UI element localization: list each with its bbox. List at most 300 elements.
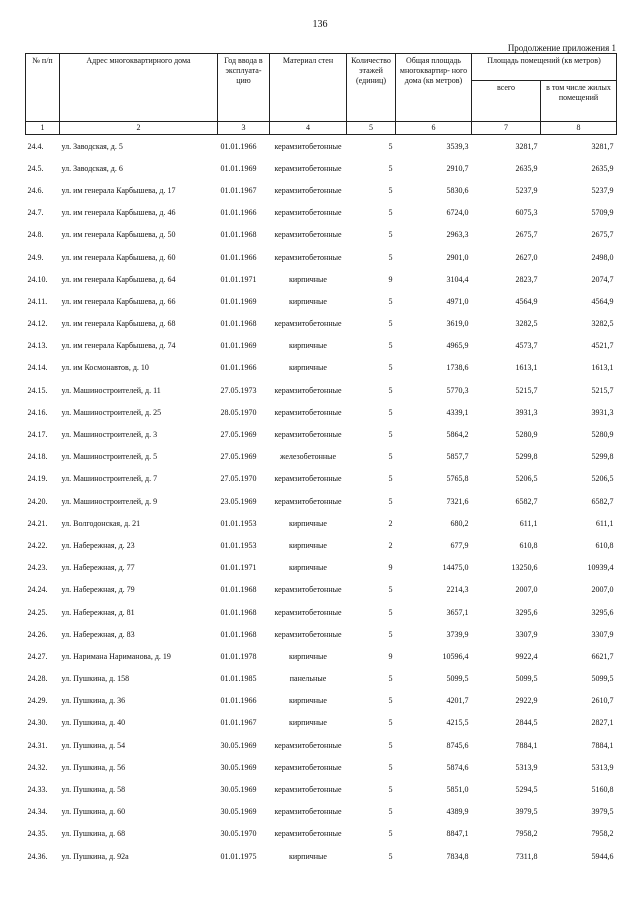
premises-total-cell: 1613,1 <box>515 363 538 373</box>
column-index-cell: 7 <box>472 122 541 135</box>
floors-cell: 5 <box>388 319 393 329</box>
table-row <box>26 357 617 379</box>
table-row <box>26 557 617 579</box>
wall-material-cell: керамзитобетонные <box>274 807 342 817</box>
floors-cell: 5 <box>388 363 393 373</box>
premises-total-cell: 7311,8 <box>515 851 538 861</box>
apartment-buildings-table <box>25 53 617 867</box>
year-built-cell: 30.05.1969 <box>220 807 257 817</box>
table-row <box>26 823 617 845</box>
year-built-cell: 27.05.1970 <box>220 474 257 484</box>
premises-residential-cell: 5313,9 <box>591 762 614 772</box>
total-area-cell: 3619,0 <box>446 319 469 329</box>
premises-total-cell: 610,8 <box>519 540 538 550</box>
premises-residential-cell: 6582,7 <box>591 496 614 506</box>
wall-material-cell: кирпичные <box>289 296 327 306</box>
row-number-cell: 24.26. <box>27 629 48 639</box>
premises-residential-cell: 4521,7 <box>591 341 614 351</box>
premises-residential-cell: 611,1 <box>595 518 614 528</box>
table-row <box>26 335 617 357</box>
row-number-cell: 24.4. <box>27 141 44 151</box>
premises-total-cell: 4564,9 <box>515 296 538 306</box>
row-number-cell: 24.34. <box>27 807 48 817</box>
year-built-cell: 01.01.1975 <box>220 851 257 861</box>
premises-residential-cell: 2675,7 <box>591 230 614 240</box>
premises-total-cell: 2007,0 <box>515 585 538 595</box>
year-built-cell: 23.05.1969 <box>220 496 257 506</box>
year-built-cell: 01.01.1968 <box>220 629 257 639</box>
address-cell: ул. Набережная, д. 77 <box>61 563 135 573</box>
floors-cell: 5 <box>388 474 393 484</box>
row-number-cell: 24.29. <box>27 696 48 706</box>
row-number-cell: 24.22. <box>27 540 48 550</box>
year-built-cell: 01.01.1971 <box>220 274 257 284</box>
wall-material-cell: керамзитобетонные <box>274 474 342 484</box>
address-cell: ул. Заводская, д. 6 <box>61 163 123 173</box>
premises-total-cell: 3281,7 <box>515 141 538 151</box>
premises-total-cell: 5280,9 <box>515 430 538 440</box>
floors-cell: 5 <box>388 407 393 417</box>
row-number-cell: 24.9. <box>27 252 44 262</box>
wall-material-cell: керамзитобетонные <box>274 208 342 218</box>
wall-material-cell: керамзитобетонные <box>274 607 342 617</box>
address-cell: ул. им генерала Карбышева, д. 50 <box>61 230 176 240</box>
premises-residential-cell: 5099,5 <box>591 674 614 684</box>
premises-total-cell: 611,1 <box>519 518 538 528</box>
address-cell: ул. Наримана Нариманова, д. 19 <box>61 651 171 661</box>
floors-cell: 5 <box>388 430 393 440</box>
header-premises-total: всего <box>472 81 541 122</box>
total-area-cell: 3739,9 <box>446 629 469 639</box>
address-cell: ул. им Космонавтов, д. 10 <box>61 363 149 373</box>
total-area-cell: 5851,0 <box>446 785 469 795</box>
wall-material-cell: керамзитобетонные <box>274 163 342 173</box>
floors-cell: 9 <box>388 274 393 284</box>
premises-residential-cell: 2074,7 <box>591 274 614 284</box>
premises-total-cell: 5299,8 <box>515 452 538 462</box>
floors-cell: 5 <box>388 296 393 306</box>
premises-residential-cell: 2610,7 <box>591 696 614 706</box>
floors-cell: 5 <box>388 629 393 639</box>
premises-residential-cell: 2635,9 <box>591 163 614 173</box>
total-area-cell: 3104,4 <box>446 274 469 284</box>
row-number-cell: 24.31. <box>27 740 48 750</box>
wall-material-cell: керамзитобетонные <box>274 430 342 440</box>
year-built-cell: 30.05.1969 <box>220 762 257 772</box>
row-number-cell: 24.10. <box>27 274 48 284</box>
year-built-cell: 01.01.1967 <box>220 718 257 728</box>
premises-total-cell: 6075,3 <box>515 208 538 218</box>
total-area-cell: 4201,7 <box>446 696 469 706</box>
total-area-cell: 2901,0 <box>446 252 469 262</box>
table-row <box>26 468 617 490</box>
floors-cell: 5 <box>388 163 393 173</box>
year-built-cell: 01.01.1966 <box>220 141 257 151</box>
floors-cell: 5 <box>388 696 393 706</box>
table-row <box>26 179 617 201</box>
wall-material-cell: кирпичные <box>289 851 327 861</box>
wall-material-cell: керамзитобетонные <box>274 496 342 506</box>
premises-residential-cell: 2007,0 <box>591 585 614 595</box>
wall-material-cell: кирпичные <box>289 540 327 550</box>
row-number-cell: 24.27. <box>27 651 48 661</box>
year-built-cell: 01.01.1985 <box>220 674 257 684</box>
premises-total-cell: 2635,9 <box>515 163 538 173</box>
address-cell: ул. Пушкина, д. 54 <box>61 740 126 750</box>
year-built-cell: 28.05.1970 <box>220 407 257 417</box>
address-cell: ул. им генерала Карбышева, д. 68 <box>61 319 176 329</box>
total-area-cell: 2963,3 <box>446 230 469 240</box>
premises-total-cell: 5206,5 <box>515 474 538 484</box>
total-area-cell: 8745,6 <box>446 740 469 750</box>
row-number-cell: 24.14. <box>27 363 48 373</box>
year-built-cell: 01.01.1968 <box>220 585 257 595</box>
column-index-cell: 6 <box>396 122 472 135</box>
premises-residential-cell: 5299,8 <box>591 452 614 462</box>
floors-cell: 5 <box>388 230 393 240</box>
total-area-cell: 14475,0 <box>442 563 469 573</box>
address-cell: ул. Набережная, д. 83 <box>61 629 135 639</box>
table-row <box>26 512 617 534</box>
row-number-cell: 24.20. <box>27 496 48 506</box>
row-number-cell: 24.23. <box>27 563 48 573</box>
row-number-cell: 24.5. <box>27 163 44 173</box>
row-number-cell: 24.25. <box>27 607 48 617</box>
wall-material-cell: керамзитобетонные <box>274 230 342 240</box>
address-cell: ул. Набережная, д. 23 <box>61 540 135 550</box>
row-number-cell: 24.16. <box>27 407 48 417</box>
wall-material-cell: керамзитобетонные <box>274 385 342 395</box>
floors-cell: 5 <box>388 341 393 351</box>
total-area-cell: 2214,3 <box>446 585 469 595</box>
address-cell: ул. им генерала Карбышева, д. 46 <box>61 208 176 218</box>
address-cell: ул. им генерала Карбышева, д. 60 <box>61 252 176 262</box>
year-built-cell: 30.05.1970 <box>220 829 257 839</box>
premises-residential-cell: 610,8 <box>595 540 614 550</box>
floors-cell: 5 <box>388 185 393 195</box>
table-row <box>26 756 617 778</box>
premises-residential-cell: 5206,5 <box>591 474 614 484</box>
table-row <box>26 135 617 158</box>
premises-residential-cell: 3281,7 <box>591 141 614 151</box>
year-built-cell: 27.05.1969 <box>220 452 257 462</box>
total-area-cell: 677,9 <box>450 540 469 550</box>
premises-residential-cell: 3931,3 <box>591 407 614 417</box>
premises-residential-cell: 7958,2 <box>591 829 614 839</box>
premises-total-cell: 2627,0 <box>515 252 538 262</box>
address-cell: ул. Пушкина, д. 40 <box>61 718 126 728</box>
table-row <box>26 712 617 734</box>
total-area-cell: 680,2 <box>450 518 469 528</box>
premises-total-cell: 2823,7 <box>515 274 538 284</box>
wall-material-cell: керамзитобетонные <box>274 185 342 195</box>
row-number-cell: 24.32. <box>27 762 48 772</box>
year-built-cell: 01.01.1969 <box>220 296 257 306</box>
table-row <box>26 778 617 800</box>
premises-residential-cell: 4564,9 <box>591 296 614 306</box>
header-num: № п/п <box>26 54 60 122</box>
wall-material-cell: кирпичные <box>289 363 327 373</box>
premises-residential-cell: 2498,0 <box>591 252 614 262</box>
year-built-cell: 01.01.1969 <box>220 341 257 351</box>
total-area-cell: 1738,6 <box>446 363 469 373</box>
premises-total-cell: 2675,7 <box>515 230 538 240</box>
table-row <box>26 224 617 246</box>
column-index-cell: 5 <box>347 122 396 135</box>
table-row <box>26 268 617 290</box>
row-number-cell: 24.13. <box>27 341 48 351</box>
row-number-cell: 24.15. <box>27 385 48 395</box>
table-body <box>26 135 617 868</box>
address-cell: ул. Пушкина, д. 158 <box>61 674 130 684</box>
year-built-cell: 30.05.1969 <box>220 785 257 795</box>
table-row <box>26 423 617 445</box>
address-cell: ул. Машиностроителей, д. 7 <box>61 474 158 484</box>
total-area-cell: 8847,1 <box>446 829 469 839</box>
floors-cell: 5 <box>388 674 393 684</box>
address-cell: ул. им генерала Карбышева, д. 74 <box>61 341 176 351</box>
wall-material-cell: керамзитобетонные <box>274 585 342 595</box>
row-number-cell: 24.28. <box>27 674 48 684</box>
table-row <box>26 313 617 335</box>
total-area-cell: 5765,8 <box>446 474 469 484</box>
total-area-cell: 5770,3 <box>446 385 469 395</box>
address-cell: ул. Пушкина, д. 56 <box>61 762 126 772</box>
premises-residential-cell: 5237,9 <box>591 185 614 195</box>
row-number-cell: 24.11. <box>27 296 48 306</box>
wall-material-cell: панельные <box>289 674 327 684</box>
table-row <box>26 845 617 867</box>
row-number-cell: 24.12. <box>27 319 48 329</box>
address-cell: ул. Машиностроителей, д. 5 <box>61 452 158 462</box>
year-built-cell: 01.01.1966 <box>220 696 257 706</box>
table-row <box>26 401 617 423</box>
premises-residential-cell: 7884,1 <box>591 740 614 750</box>
table-row <box>26 202 617 224</box>
wall-material-cell: керамзитобетонные <box>274 252 342 262</box>
total-area-cell: 4339,1 <box>446 407 469 417</box>
row-number-cell: 24.7. <box>27 208 44 218</box>
floors-cell: 9 <box>388 563 393 573</box>
table-row <box>26 157 617 179</box>
floors-cell: 5 <box>388 785 393 795</box>
address-cell: ул. им генерала Карбышева, д. 66 <box>61 296 176 306</box>
floors-cell: 5 <box>388 585 393 595</box>
premises-residential-cell: 5280,9 <box>591 430 614 440</box>
table-row <box>26 645 617 667</box>
year-built-cell: 27.05.1973 <box>220 385 257 395</box>
row-number-cell: 24.8. <box>27 230 44 240</box>
year-built-cell: 27.05.1969 <box>220 430 257 440</box>
floors-cell: 5 <box>388 141 393 151</box>
floors-cell: 5 <box>388 851 393 861</box>
premises-residential-cell: 5160,8 <box>591 785 614 795</box>
floors-cell: 5 <box>388 252 393 262</box>
year-built-cell: 01.01.1953 <box>220 540 257 550</box>
address-cell: ул. Пушкина, д. 58 <box>61 785 126 795</box>
continuation-note: Продолжение приложения 1 <box>507 43 616 53</box>
premises-total-cell: 3295,6 <box>515 607 538 617</box>
address-cell: ул. Машиностроителей, д. 9 <box>61 496 158 506</box>
row-number-cell: 24.21. <box>27 518 48 528</box>
wall-material-cell: железобетонные <box>279 452 337 462</box>
floors-cell: 5 <box>388 740 393 750</box>
premises-total-cell: 7958,2 <box>515 829 538 839</box>
premises-residential-cell: 2827,1 <box>591 718 614 728</box>
total-area-cell: 3657,1 <box>446 607 469 617</box>
address-cell: ул. Машиностроителей, д. 25 <box>61 407 162 417</box>
column-index-row <box>26 122 617 135</box>
row-number-cell: 24.30. <box>27 718 48 728</box>
premises-total-cell: 9922,4 <box>515 651 538 661</box>
table-row <box>26 290 617 312</box>
table-row <box>26 534 617 556</box>
total-area-cell: 4215,5 <box>446 718 469 728</box>
floors-cell: 5 <box>388 385 393 395</box>
wall-material-cell: кирпичные <box>289 651 327 661</box>
floors-cell: 5 <box>388 607 393 617</box>
wall-material-cell: кирпичные <box>289 696 327 706</box>
address-cell: ул. Волгодонская, д. 21 <box>61 518 141 528</box>
year-built-cell: 01.01.1966 <box>220 208 257 218</box>
wall-material-cell: керамзитобетонные <box>274 829 342 839</box>
total-area-cell: 4389,9 <box>446 807 469 817</box>
address-cell: ул. Пушкина, д. 68 <box>61 829 126 839</box>
year-built-cell: 01.01.1966 <box>220 363 257 373</box>
floors-cell: 5 <box>388 807 393 817</box>
total-area-cell: 5099,5 <box>446 674 469 684</box>
total-area-cell: 4971,0 <box>446 296 469 306</box>
table-row <box>26 579 617 601</box>
wall-material-cell: керамзитобетонные <box>274 629 342 639</box>
wall-material-cell: кирпичные <box>289 718 327 728</box>
table-row <box>26 734 617 756</box>
header-premises-residential: в том числе жилых помещений <box>541 81 617 122</box>
page-number: 136 <box>312 19 328 30</box>
premises-total-cell: 3979,5 <box>515 807 538 817</box>
premises-residential-cell: 5215,7 <box>591 385 614 395</box>
premises-residential-cell: 3282,5 <box>591 319 614 329</box>
table-row <box>26 690 617 712</box>
premises-residential-cell: 5944,6 <box>591 851 614 861</box>
wall-material-cell: керамзитобетонные <box>274 407 342 417</box>
total-area-cell: 10596,4 <box>442 651 469 661</box>
address-cell: ул. Заводская, д. 5 <box>61 141 123 151</box>
column-index-cell: 4 <box>270 122 347 135</box>
header-year: Год ввода в эксплуата- цию <box>218 54 270 122</box>
floors-cell: 5 <box>388 208 393 218</box>
year-built-cell: 01.01.1953 <box>220 518 257 528</box>
table-row <box>26 490 617 512</box>
total-area-cell: 6724,0 <box>446 208 469 218</box>
premises-total-cell: 13250,6 <box>511 563 538 573</box>
year-built-cell: 01.01.1966 <box>220 252 257 262</box>
premises-residential-cell: 5709,9 <box>591 208 614 218</box>
wall-material-cell: керамзитобетонные <box>274 740 342 750</box>
floors-cell: 5 <box>388 718 393 728</box>
premises-total-cell: 5313,9 <box>515 762 538 772</box>
premises-residential-cell: 3979,5 <box>591 807 614 817</box>
year-built-cell: 01.01.1978 <box>220 651 257 661</box>
wall-material-cell: кирпичные <box>289 274 327 284</box>
floors-cell: 5 <box>388 829 393 839</box>
year-built-cell: 01.01.1969 <box>220 163 257 173</box>
wall-material-cell: кирпичные <box>289 341 327 351</box>
premises-total-cell: 7884,1 <box>515 740 538 750</box>
address-cell: ул. Машиностроителей, д. 11 <box>61 385 161 395</box>
premises-total-cell: 5294,5 <box>515 785 538 795</box>
table-row <box>26 446 617 468</box>
premises-residential-cell: 6621,7 <box>591 651 614 661</box>
year-built-cell: 01.01.1968 <box>220 319 257 329</box>
header-area: Общая площадь многоквартир- ного дома (кв метров) <box>396 54 472 122</box>
premises-total-cell: 4573,7 <box>515 341 538 351</box>
wall-material-cell: керамзитобетонные <box>274 785 342 795</box>
row-number-cell: 24.17. <box>27 430 48 440</box>
floors-cell: 5 <box>388 496 393 506</box>
table-row <box>26 601 617 623</box>
total-area-cell: 7321,6 <box>446 496 469 506</box>
row-number-cell: 24.35. <box>27 829 48 839</box>
premises-total-cell: 6582,7 <box>515 496 538 506</box>
premises-total-cell: 2844,5 <box>515 718 538 728</box>
premises-total-cell: 3307,9 <box>515 629 538 639</box>
floors-cell: 5 <box>388 762 393 772</box>
floors-cell: 5 <box>388 452 393 462</box>
floors-cell: 2 <box>388 540 393 550</box>
premises-total-cell: 5237,9 <box>515 185 538 195</box>
year-built-cell: 01.01.1968 <box>220 230 257 240</box>
row-number-cell: 24.6. <box>27 185 44 195</box>
address-cell: ул. Пушкина, д. 60 <box>61 807 126 817</box>
total-area-cell: 7834,8 <box>446 851 469 861</box>
premises-residential-cell: 10939,4 <box>587 563 614 573</box>
wall-material-cell: кирпичные <box>289 518 327 528</box>
table-row <box>26 623 617 645</box>
address-cell: ул. им генерала Карбышева, д. 17 <box>61 185 176 195</box>
premises-residential-cell: 3295,6 <box>591 607 614 617</box>
total-area-cell: 4965,9 <box>446 341 469 351</box>
premises-total-cell: 5215,7 <box>515 385 538 395</box>
column-index-cell: 8 <box>541 122 617 135</box>
header-floors: Количество этажей (единиц) <box>347 54 396 122</box>
header-address: Адрес многоквартирного дома <box>60 54 218 122</box>
wall-material-cell: керамзитобетонные <box>274 141 342 151</box>
year-built-cell: 01.01.1971 <box>220 563 257 573</box>
year-built-cell: 30.05.1969 <box>220 740 257 750</box>
header-material: Материал стен <box>270 54 347 122</box>
total-area-cell: 3539,3 <box>446 141 469 151</box>
total-area-cell: 5874,6 <box>446 762 469 772</box>
column-index-cell: 3 <box>218 122 270 135</box>
row-number-cell: 24.24. <box>27 585 48 595</box>
address-cell: ул. Набережная, д. 79 <box>61 585 135 595</box>
premises-total-cell: 2922,9 <box>515 696 538 706</box>
total-area-cell: 2910,7 <box>446 163 469 173</box>
table-row <box>26 668 617 690</box>
row-number-cell: 24.19. <box>27 474 48 484</box>
total-area-cell: 5857,7 <box>446 452 469 462</box>
row-number-cell: 24.18. <box>27 452 48 462</box>
premises-residential-cell: 3307,9 <box>591 629 614 639</box>
header-premises: Площадь помещений (кв метров) <box>472 54 617 81</box>
address-cell: ул. Набережная, д. 81 <box>61 607 135 617</box>
wall-material-cell: керамзитобетонные <box>274 319 342 329</box>
column-index-cell: 2 <box>60 122 218 135</box>
address-cell: ул. Машиностроителей, д. 3 <box>61 430 158 440</box>
total-area-cell: 5830,6 <box>446 185 469 195</box>
floors-cell: 2 <box>388 518 393 528</box>
